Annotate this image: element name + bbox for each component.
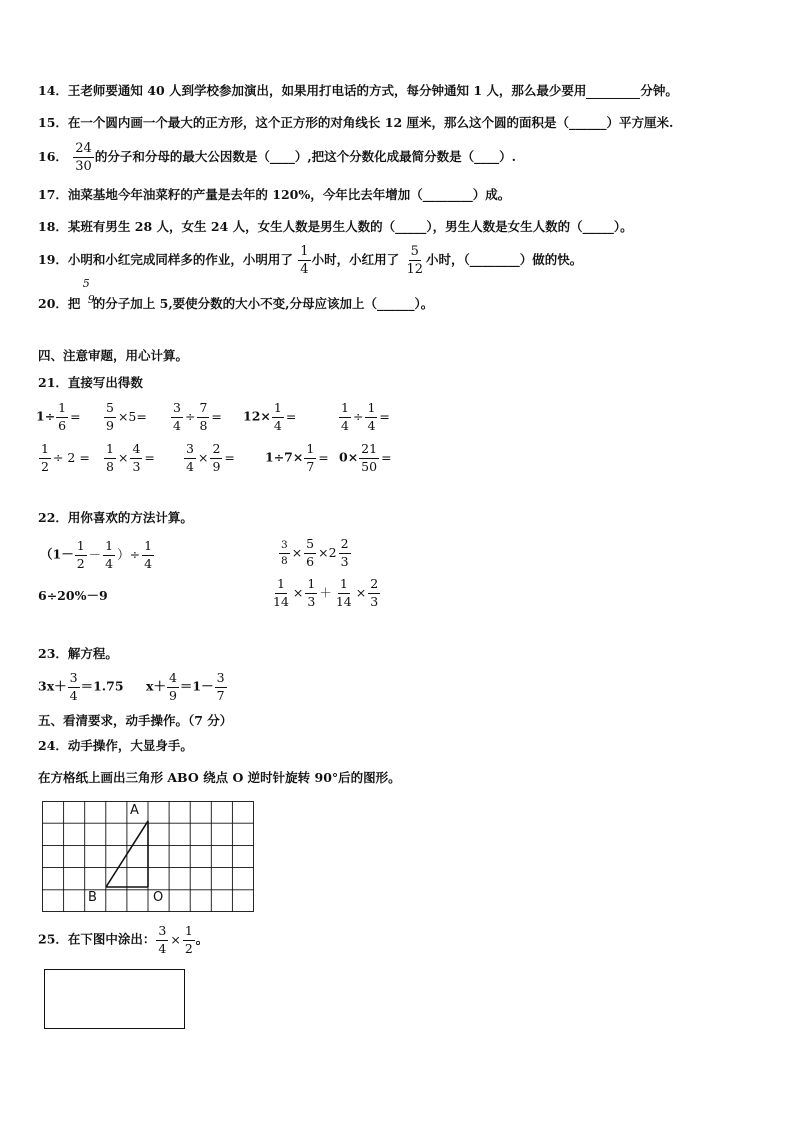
question-23-title: 23．解方程。 [38,646,118,661]
q22-expr-1: （1－ $\frac{1}{2}$ － $\frac{1}{4}$ ）÷ $\frac{1}{4}$ [40,538,153,571]
question-16: 16． $\frac{24}{30}$ 的分子和分母的最大公因数是（____）,把这个分数化成最简分数是（____）. [38,141,517,174]
question-24-instruction: 在方格纸上画出三角形 ABO 绕点 O 逆时针旋转 90°后的图形。 [38,770,401,785]
fraction: $\frac{24}{30}$ [75,141,92,174]
question-25: 25．在下图中涂出： $\frac{3}{4}$ × $\frac{1}{2}$ 。 [38,923,209,956]
point-label-b: B [88,890,97,905]
fraction: $\frac{1}{4}$ [300,244,309,277]
q21-item-2: $\frac{5}{9}$ ×5= [106,400,147,433]
q21-item-7: $\frac{1}{8}$ × $\frac{4}{3}$ = [106,441,155,474]
q21-item-4: 12× $\frac{1}{4}$ = [243,400,297,433]
question-22-title: 22．用你喜欢的方法计算。 [38,510,193,525]
q22-expr-4: $\frac{1}{14}$ × $\frac{1}{3}$ ＋ $\frac{1}{14}$ × $\frac{2}{3}$ [273,576,379,609]
q21-item-3: $\frac{3}{4}$ ÷ $\frac{7}{8}$ = [173,400,222,433]
point-label-a: A [130,803,139,818]
q21-item-10: 0× $\frac{21}{50}$ = [339,441,392,474]
slanted-fraction: 5 9 [82,277,95,306]
q21-item-1: 1÷ $\frac{1}{6}$ = [36,400,81,433]
question-21-title: 21．直接写出得数 [38,375,143,390]
q21-item-9: 1÷7× $\frac{1}{7}$ = [265,441,329,474]
question-20: 20．把 5 9 的分子加上 5,要使分数的大小不变,分母应该加上（______）。 [38,277,434,311]
question-17: 17．油菜基地今年油菜籽的产量是去年的 120%，今年比去年增加（________）成。 [38,187,511,202]
question-14: 14．王老师要通知 40 人到学校参加演出，如果用打电话的方式，每分钟通知 1 人，那么最少要用 分钟。 [38,83,678,98]
question-18: 18．某班有男生 28 人，女生 24 人，女生人数是男生人数的（_____），男生人数是女生人数的（_____）。 [38,219,633,234]
answer-blank[interactable] [586,85,640,99]
square-grid[interactable] [42,801,256,917]
q23-eq-2: x＋ $\frac{4}{9}$ ＝1－ $\frac{3}{7}$ [146,670,225,703]
q22-expr-3: 6÷20%－9 [38,588,108,603]
question-15: 15．在一个圆内画一个最大的正方形，这个正方形的对角线长 12 厘米，那么这个圆的面积是（______）平方厘米. [38,115,674,130]
section-heading-5: 五、看清要求，动手操作。（7 分） [38,713,233,728]
q22-expr-2: $\frac{3}{8}$ × $\frac{5}{6}$ ×2 $\frac{2}{3}$ [281,536,349,569]
section-heading-4: 四、注意审题，用心计算。 [38,348,189,363]
question-19: 19．小明和小红完成同样多的作业，小明用了 $\frac{1}{4}$ 小时，小红用了 $\frac{5}{12}$ 小时，（________）做的快。 [38,244,583,277]
shading-rectangle[interactable] [44,969,185,1029]
q21-item-5: $\frac{1}{4}$ ÷ $\frac{1}{4}$ = [341,400,390,433]
q21-item-8: $\frac{3}{4}$ × $\frac{2}{9}$ = [186,441,235,474]
q21-item-6: $\frac{1}{2}$ ÷ 2 = [41,441,90,474]
grid-svg[interactable] [42,801,256,913]
fraction: $\frac{5}{12}$ [406,244,423,277]
point-label-o: O [153,890,164,905]
q23-eq-1: 3x＋ $\frac{3}{4}$ ＝1.75 [38,670,124,703]
question-24-title: 24．动手操作，大显身手。 [38,738,193,753]
